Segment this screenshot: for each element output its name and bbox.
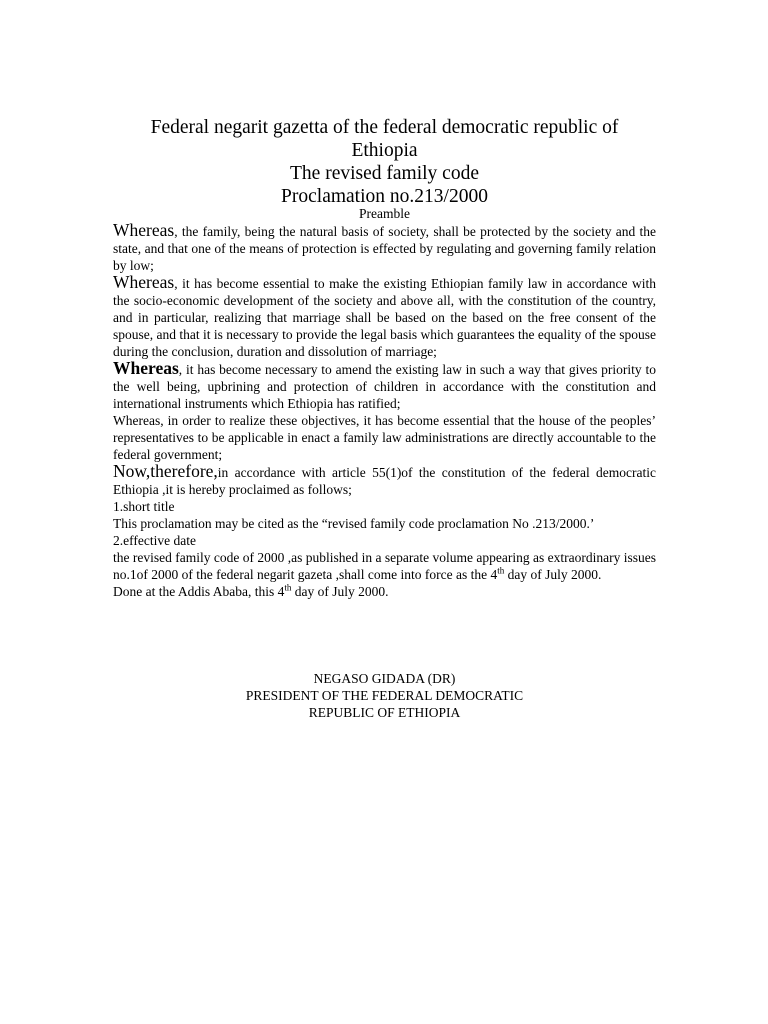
short-title-text: This proclamation may be cited as the “revised family code proclamation No .213/2000.’ [113, 516, 595, 531]
document-header [113, 116, 656, 208]
paragraph-text: , it has become necessary to amend the existing law in such a way that gives priority to the well being, upbrining and protection of children in accordance with the constitution and international instruments which Ethiopia has ratified; [113, 362, 656, 411]
done-text-before: Done at the Addis Ababa, this 4 [113, 584, 285, 599]
done-text-after: day of July 2000. [291, 584, 389, 599]
ordinal-suffix: th [284, 582, 292, 593]
paragraph-now-therefore [113, 463, 656, 498]
effective-date-heading: 2.effective date [113, 533, 196, 548]
signatory-title-line-2: REPUBLIC OF ETHIOPIA [308, 705, 461, 720]
ordinal-suffix: th [497, 565, 505, 576]
paragraph-lead: Whereas [113, 220, 175, 240]
signatory-title-line-1: PRESIDENT OF THE FEDERAL DEMOCRATIC [245, 688, 524, 703]
paragraph-whereas-1 [113, 222, 656, 274]
header-line-2: Ethiopia [351, 140, 418, 161]
preamble-heading: Preamble [359, 206, 410, 221]
paragraph-whereas-3 [113, 360, 656, 412]
paragraph-whereas-2 [113, 274, 656, 360]
paragraph-text: in accordance with article 55(1)of the constitution of the federal democratic Ethiopia ,it is hereby proclaimed as follows; [113, 465, 656, 497]
header-line-3: The revised family code [290, 163, 479, 184]
short-title-heading: 1.short title [113, 499, 175, 514]
document-body [113, 222, 656, 600]
paragraph-lead: Now,therefore, [113, 461, 218, 481]
effective-date-text-before: the revised family code of 2000 ,as published in a separate volume appearing as extraordinary issues no.1of 2000 of the federal negarit gazeta ,shall come into force as the 4 [113, 550, 656, 582]
paragraph-text: , the family, being the natural basis of society, shall be protected by the society and the state, and that one of the means of protection is effected by regulating and governing family relation by low; [113, 224, 656, 273]
paragraph-whereas-4: Whereas, in order to realize these objectives, it has become essential that the house of the peoples’ representatives to be applicable in enact a family law administrations are directly accountable to the federal government; [113, 413, 656, 462]
signatory-name: NEGASO GIDADA (DR) [313, 671, 456, 686]
effective-date-text-after: day of July 2000. [504, 567, 602, 582]
header-line-4: Proclamation no.213/2000 [281, 186, 488, 207]
paragraph-text: , it has become essential to make the existing Ethiopian family law in accordance with the socio-economic development of the society and above all, with the constitution of the country, and in particular, realizing that marriage shall be based on the based on the free consent of the spouse, and that it is necessary to provide the legal basis which guarantees the equality of the spouse during the conclusion, duration and dissolution of marriage; [113, 276, 656, 359]
effective-date-text [113, 549, 656, 583]
done-at-line [113, 583, 656, 600]
paragraph-lead: Whereas [113, 358, 179, 378]
paragraph-lead: Whereas [113, 272, 175, 292]
header-line-1: Federal negarit gazetta of the federal democratic republic of [150, 117, 619, 138]
signature-block [113, 670, 656, 721]
